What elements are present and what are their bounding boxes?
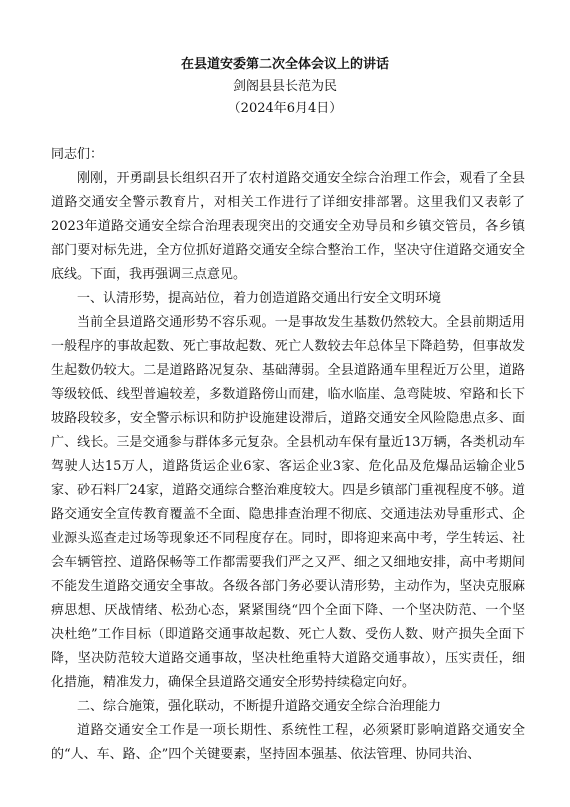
section-1-heading: 一、认清形势，提高站位，着力创造道路交通出行安全文明环境 — [77, 291, 442, 306]
section-2-heading: 二、综合施策，强化联动，不断提升道路交通安全综合治理能力 — [77, 699, 442, 714]
intro-paragraph: 刚刚，开勇副县长组织召开了农村道路交通安全综合治理工作会，观看了全县道路交通安全警示教育片，对相关工作进行了详细安排部署。这里我们又表彰了2023年道路交通安全综合治理表现突出的交通安全劝导员和乡镇交管员，各乡镇部门要对标先进，全方位抓好道路交通安全综合整治工作，坚决守住道路交通安全底线。下面，我再强调三点意见。 — [51, 171, 525, 282]
speech-body — [51, 143, 525, 767]
salutation: 同志们： — [51, 147, 104, 162]
speech-date: （2024年6月4日） — [227, 101, 343, 116]
speech-title: 在县道安委第二次全体会议上的讲话 — [180, 57, 389, 72]
document-header — [0, 54, 570, 120]
section-1-paragraph: 当前全县道路交通形势不容乐观。一是事故发生基数仍然较大。全县前期适用一般程序的事故起数、死亡事故起数、死亡人数较去年总体呈下降趋势，但事故发生起数仍较大。二是道路路况复杂、基础薄弱。全县道路通车里程近万公里，道路等级较低、线型普遍较差，多数道路傍山而建，临水临崖、急弯陡坡、窄路和长下坡路段较多，安全警示标识和防护设施建设滞后，道路交通安全风险隐患点多、面广、线长。三是交通参与群体多元复杂。全县机动车保有量近13万辆，各类机动车驾驶人达15万人，道路货运企业6家、客运企业3家、危化品及危爆品运输企业5家、砂石料厂24家，道路交通综合整治难度较大。四是乡镇部门重视程度不够。道路交通安全宣传教育覆盖不全面、隐患排查治理不彻底、交通违法劝导重形式、企业源头巡查走过场等现象还不同程度存在。同时，即将迎来高中考，学生转运、社会车辆管控、道路保畅等工作都需要我们严之又严、细之又细地安排，高中考期间不能发生道路交通安全事故。各级各部门务必要认清形势，主动作为，坚决克服麻痹思想、厌战情绪、松劲心态，紧紧围绕“四个全面下降、一个坚决防范、一个坚决杜绝”工作目标（即道路交通事故起数、死亡人数、受伤人数、财产损失全面下降，坚决防范较大道路交通事故，坚决杜绝重特大道路交通事故），压实责任，细化措施，精准发力，确保全县道路交通安全形势持续稳定向好。 — [51, 315, 525, 690]
speaker-line: 剑阁县县长范为民 — [232, 79, 337, 94]
section-2-paragraph: 道路交通安全工作是一项长期性、系统性工程，必须紧盯影响道路交通安全的“人、车、路、企”四个关键要素，坚持固本强基、依法管理、协同共治、 — [51, 723, 525, 762]
